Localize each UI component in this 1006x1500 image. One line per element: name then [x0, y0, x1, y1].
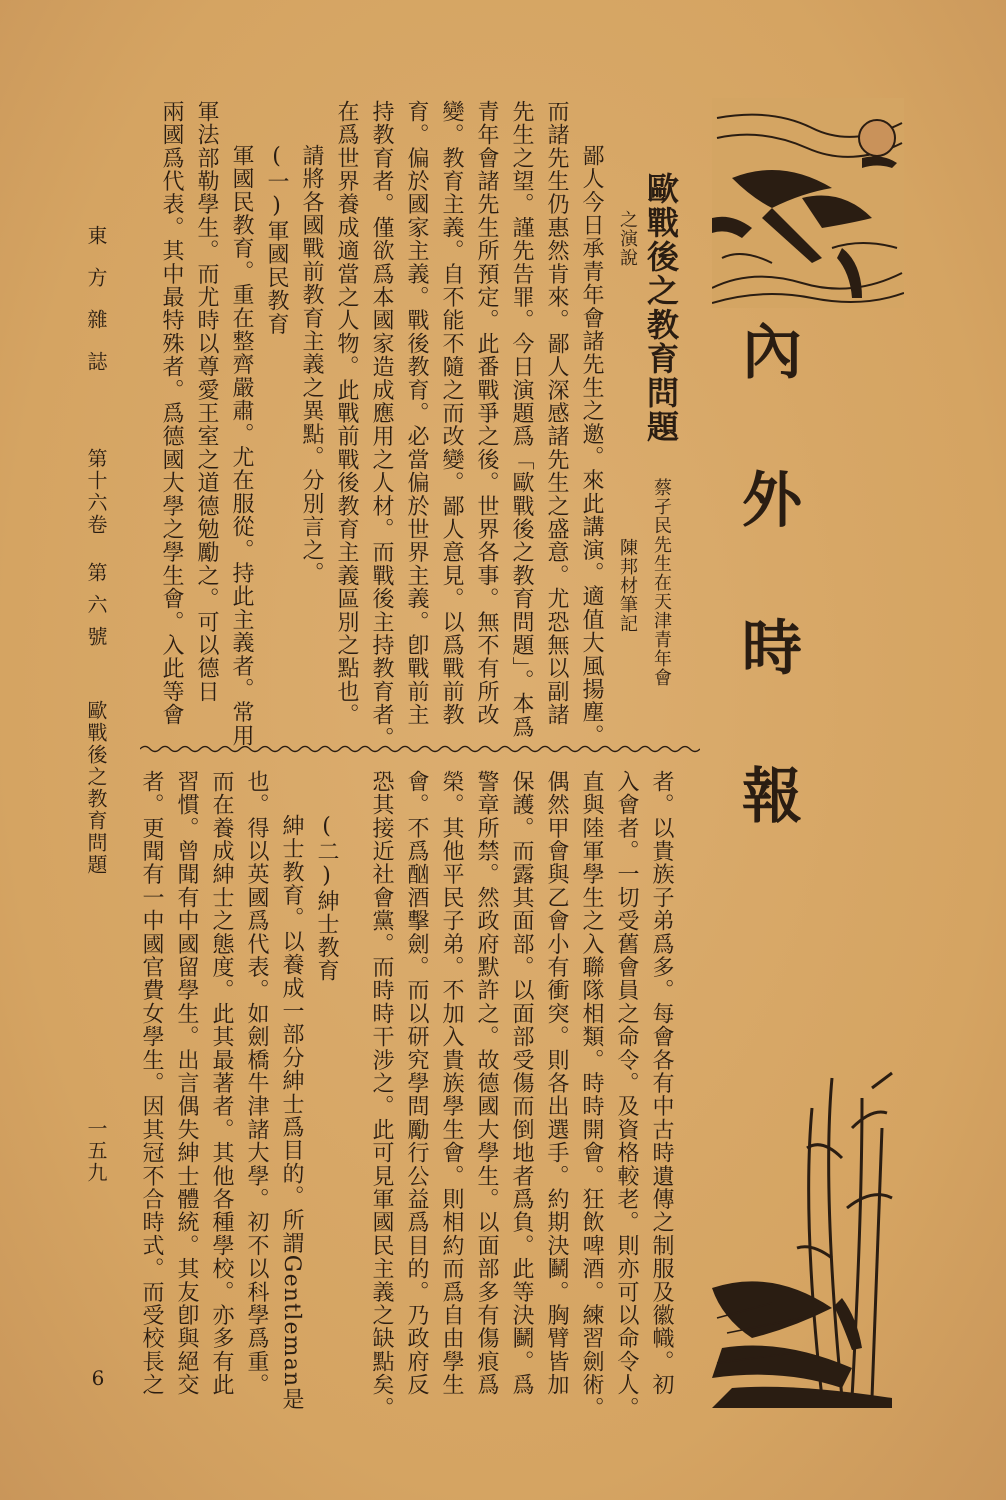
body-column: 榮。其他平民子弟。不加入貴族學生會。則相約而爲自由學生 [439, 770, 464, 1397]
footer-page-number: 6 [86, 1366, 110, 1392]
footer-magazine: 東方雜誌 [84, 225, 108, 393]
body-column: 而在養成紳士之態度。此其最著者。其他各種學校。亦多有此 [209, 770, 234, 1397]
recorder-credit: 陳邦材筆記 [617, 538, 638, 633]
footer-issue: 第六號 [84, 562, 108, 658]
footer-article: 歐戰後之教育問題 [84, 700, 108, 876]
body-column: 軍國民教育。重在整齊嚴肅。尤在服從。持此主義者。常用 [229, 144, 254, 748]
body-column: 紳士教育。以養成一部分紳士爲目的。所謂Gentleman是 [279, 814, 304, 1411]
footer-page-cn: 一五九 [84, 1118, 108, 1184]
body-column: 而諸先生仍惠然肯來。鄙人深感諸先生之盛意。尤恐無以副諸 [544, 100, 569, 727]
speaker-line: 蔡孑民先生在天津青年會 [651, 478, 672, 687]
body-column: 育。偏於國家主義。戰後教育。必當偏於世界主義。卽戰前主 [404, 100, 429, 727]
body-column: 恐其接近社會黨。而時時干涉之。此可見軍國民主義之缺點矣。 [369, 770, 394, 1420]
body-column: 在爲世界養成適當之人物。此戰前戰後教育主義區別之點也。 [334, 100, 359, 727]
section-heading: (二)紳士教育 [314, 814, 339, 983]
section-heading: (一)軍國民教育 [264, 144, 289, 336]
woodcut-birds-icon [712, 98, 904, 308]
body-column: 入會者。一切受舊會員之命令。及資格較老。則亦可以命令人。 [614, 770, 639, 1420]
body-column: 者。更聞有一中國官費女學生。因其冠不合時式。而受校長之 [139, 770, 164, 1397]
body-column: 偶然甲會與乙會小有衝突。則各出選手。約期決鬭。胸臂皆加 [544, 770, 569, 1397]
body-column: 請將各國戰前教育主義之異點。分別言之。 [299, 144, 324, 585]
body-column: 持教育者。僅欲爲本國家造成應用之人材。而戰後主持教育者。 [369, 100, 394, 750]
woodcut-reeds-icon [712, 1068, 902, 1408]
body-column: 兩國爲代表。其中最特殊者。爲德國大學之學生會。入此等會 [159, 100, 184, 727]
body-column: 青年會諸先生所預定。此番戰爭之後。世界各事。無不有所改 [474, 100, 499, 727]
speech-suffix: 之演說 [617, 210, 638, 267]
body-column: 會。不爲酗酒擊劍。而以研究學問勵行公益爲目的。乃政府反 [404, 770, 429, 1397]
section-title: 內外時報 [732, 320, 802, 912]
body-column: 直與陸軍學生之入聯隊相類。時時開會。狂飲啤酒。練習劍術。 [579, 770, 604, 1420]
article-title: 歐戰後之教育問題 [642, 172, 680, 444]
body-column: 保護。而露其面部。以面部受傷而倒地者爲負。此等決鬭。爲 [509, 770, 534, 1397]
wavy-divider [140, 744, 700, 754]
body-column: 警章所禁。然政府默許之。故德國大學生。以面部多有傷痕爲 [474, 770, 499, 1397]
body-column: 也。得以英國爲代表。如劍橋牛津諸大學。初不以科學爲重。 [244, 770, 269, 1397]
body-column: 者。以貴族子弟爲多。每會各有中古時遺傳之制服及徽幟。初 [649, 770, 674, 1397]
body-column: 先生之望。謹先告罪。今日演題爲「歐戰後之教育問題」。本爲 [509, 100, 534, 739]
body-column: 鄙人今日承青年會諸先生之邀。來此講演。適值大風揚塵。 [579, 144, 604, 748]
footer-volume: 第十六卷 [84, 448, 108, 536]
body-column: 習慣。曾聞有中國留學生。出言偶失紳士體統。其友卽與絕交 [174, 770, 199, 1397]
body-column: 軍法部勒學生。而尤時以尊愛王室之道德勉勵之。可以德日 [194, 100, 219, 704]
body-column: 變。教育主義。自不能不隨之而改變。鄙人意見。以爲戰前教 [439, 100, 464, 727]
